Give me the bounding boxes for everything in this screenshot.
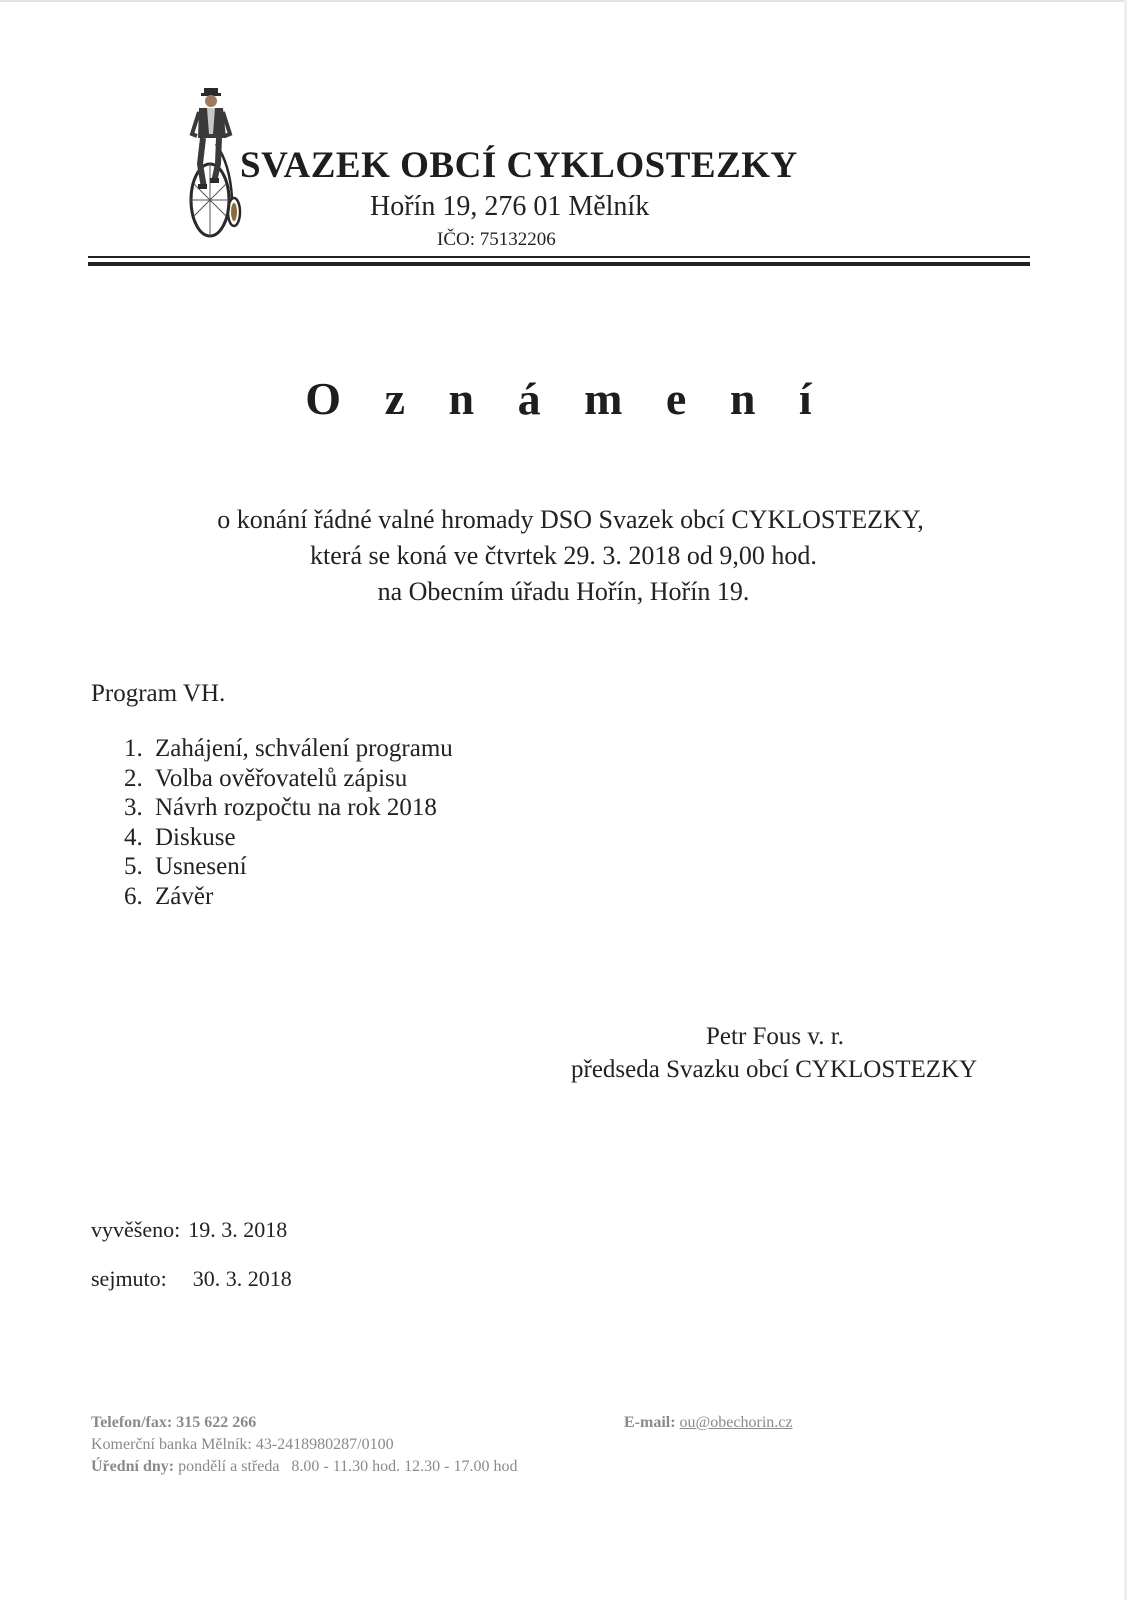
program-item-number: 4. [124,823,143,851]
scan-edge [0,0,1127,2]
program-item-text: Zahájení, schválení programu [155,735,453,762]
email-label: E-mail: [624,1414,676,1431]
hours-label: Úřední dny: [91,1458,175,1475]
posted-date: 19. 3. 2018 [188,1217,288,1242]
footer-phone [91,1412,517,1434]
program-item-text: Návrh rozpočtu na rok 2018 [155,794,437,821]
organization-ico: IČO: 75132206 [437,229,556,250]
organization-address: Hořín 19, 276 01 Mělník [370,191,650,222]
footer-bank [91,1434,517,1456]
bank-value: 43-2418980287/0100 [255,1436,394,1453]
intro-line: na Obecním úřadu Hořín, Hořín 19. [377,577,750,606]
program-heading: Program VH. [91,680,226,707]
intro-line: která se koná ve čtvrtek 29. 3. 2018 od 9,00 hod. [310,541,817,570]
announcement-intro [0,502,1127,610]
header-divider [88,256,1030,258]
signatory-name: Petr Fous v. r. [706,1023,844,1050]
program-item [124,852,453,882]
program-item-number: 5. [124,853,143,880]
intro-line: o konání řádné valné hromady DSO Svazek obcí CYKLOSTEZKY, [217,505,924,534]
document-title: O z n á m e n í [305,373,828,424]
organization-name: SVAZEK OBCÍ CYKLOSTEZKY [240,145,798,186]
program-list [124,734,453,911]
program-item-number: 3. [124,794,143,821]
program-item-text: Volba ověřovatelů zápisu [155,764,408,792]
program-item [124,793,453,823]
footer-email [624,1412,792,1434]
program-item [124,764,453,794]
program-item-text: Diskuse [155,823,236,851]
removed-date-row [91,1266,292,1292]
program-item-number: 1. [124,735,143,762]
posted-date-row [91,1217,287,1243]
program-item [124,823,453,853]
email-link[interactable]: ou@obechorin.cz [679,1414,793,1431]
signature-block [571,1020,991,1086]
program-item-number: 6. [124,882,143,910]
program-item [124,734,453,764]
phone-value: 315 622 266 [176,1414,257,1431]
phone-label: Telefon/fax: [91,1414,173,1431]
removed-date: 30. 3. 2018 [192,1266,292,1291]
bank-label: Komerční banka Mělník: [91,1436,252,1453]
removed-label: sejmuto: [91,1266,167,1291]
posted-label: vyvěšeno: [91,1217,181,1242]
footer-contact [91,1412,517,1478]
hours-value: pondělí a středa 8.00 - 11.30 hod. 12.30 - 17.00 hod [178,1458,518,1475]
footer-office-hours [91,1456,517,1478]
program-item-number: 2. [124,764,143,792]
signatory-role: předseda Svazku obcí CYKLOSTEZKY [571,1056,978,1083]
program-item-text: Závěr [155,882,214,910]
program-item [124,882,453,912]
header-divider [88,262,1030,266]
program-item-text: Usnesení [155,853,247,880]
